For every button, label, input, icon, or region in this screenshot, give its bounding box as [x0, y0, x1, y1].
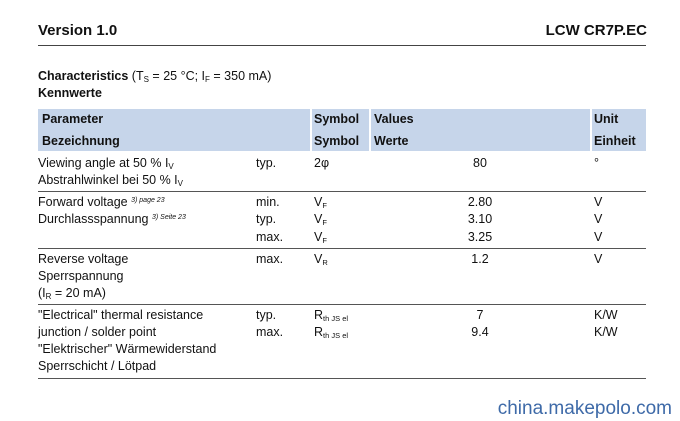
forward-voltage-symbol: $V_F$ — [314, 212, 327, 227]
viewing-angle-symbol: 2φ — [314, 156, 330, 170]
thermal-resistance-label: junction / solder point — [38, 325, 157, 339]
characteristics-title: Characteristics ($T_S = 25$ °C; $I_F = 350$ mA) — [38, 69, 272, 84]
reverse-voltage-label-de: Sperrspannung — [38, 269, 124, 283]
part-number: LCW CR7P.EC — [545, 22, 647, 39]
forward-voltage-typ-value: 3.10 — [467, 212, 493, 226]
header-values-de: Werte — [374, 134, 409, 148]
document-version: Version 1.0 — [38, 22, 118, 39]
forward-voltage-label-de: Durchlassspannung $^{3) Seite 23}$ — [38, 212, 186, 226]
forward-voltage-unit: V — [594, 230, 603, 244]
reverse-voltage-value: 1.2 — [471, 252, 489, 266]
thermal-resistance-symbol: $R_{th JS el}$ — [314, 325, 349, 340]
viewing-angle-label-de: Abstrahlwinkel bei 50 % $I_V$ — [38, 173, 183, 188]
forward-voltage-max-value: 3.25 — [467, 230, 493, 244]
header-separator — [310, 109, 312, 151]
forward-voltage-cond-typ: typ. — [256, 212, 277, 226]
header-unit-de: Einheit — [594, 134, 636, 148]
header-separator — [590, 109, 592, 151]
header-parameter-de: Bezeichnung — [42, 134, 120, 148]
header-symbol-de: Symbol — [314, 134, 360, 148]
thermal-resistance-cond-typ: typ. — [256, 308, 277, 322]
reverse-voltage-label: Reverse voltage — [38, 252, 129, 266]
row-divider — [38, 191, 646, 192]
reverse-voltage-symbol: $V_R$ — [314, 252, 328, 267]
viewing-angle-value: 80 — [473, 156, 487, 170]
thermal-resistance-max-value: 9.4 — [471, 325, 489, 339]
forward-voltage-min-value: 2.80 — [467, 195, 493, 209]
viewing-angle-cond: typ. — [256, 156, 277, 170]
forward-voltage-symbol: $V_F$ — [314, 195, 327, 210]
reverse-voltage-condition: ($I_R = 20$ mA) — [38, 286, 106, 301]
watermark: china.makepolo.com — [497, 398, 672, 419]
thermal-resistance-unit: K/W — [594, 325, 618, 339]
forward-voltage-symbol: $V_F$ — [314, 230, 327, 245]
thermal-resistance-label-de: "Elektrischer" Wärmewiderstand — [38, 342, 217, 356]
header-symbol: Symbol — [314, 112, 360, 126]
forward-voltage-label: Forward voltage $^{3) page 23}$ — [38, 195, 165, 209]
header-values: Values — [374, 112, 414, 126]
thermal-resistance-unit: K/W — [594, 308, 618, 322]
characteristics-subtitle: Kennwerte — [38, 86, 102, 100]
header-parameter: Parameter — [42, 112, 104, 126]
row-divider — [38, 304, 646, 305]
header-unit: Unit — [594, 112, 619, 126]
thermal-resistance-cond-max: max. — [256, 325, 284, 339]
thermal-resistance-symbol: $R_{th JS el}$ — [314, 308, 349, 323]
forward-voltage-unit: V — [594, 195, 603, 209]
header-separator — [369, 109, 371, 151]
forward-voltage-unit: V — [594, 212, 603, 226]
table-bottom-border — [38, 378, 646, 379]
reverse-voltage-cond: max. — [256, 252, 284, 266]
thermal-resistance-label-de: Sperrschicht / Lötpad — [38, 359, 157, 373]
row-divider — [38, 248, 646, 249]
viewing-angle-label: Viewing angle at 50 % $I_V$ — [38, 156, 174, 171]
viewing-angle-unit: ° — [594, 156, 599, 170]
reverse-voltage-unit: V — [594, 252, 603, 266]
thermal-resistance-typ-value: 7 — [476, 308, 484, 322]
forward-voltage-cond-min: min. — [256, 195, 280, 209]
forward-voltage-cond-max: max. — [256, 230, 284, 244]
header-divider — [38, 45, 646, 46]
thermal-resistance-label: "Electrical" thermal resistance — [38, 308, 204, 322]
